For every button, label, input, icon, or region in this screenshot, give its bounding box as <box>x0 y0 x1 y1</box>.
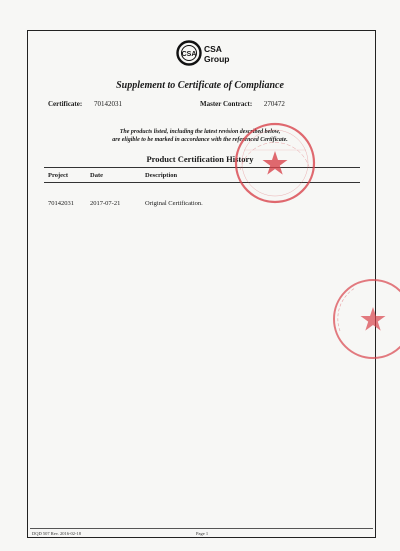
company-seal-stamp <box>232 120 318 206</box>
footer-form-number: DQD 507 Rev. 2016-02-18 <box>32 531 81 536</box>
cell-description: Original Certification. <box>145 200 203 207</box>
company-seal-stamp-partial <box>330 276 400 362</box>
footer-rule <box>30 528 373 529</box>
certificate-value: 70142031 <box>93 100 122 108</box>
notice-line-1: The products listed, including the latest revision described below, <box>119 129 281 135</box>
logo-mark-text: CSA <box>181 51 197 58</box>
cell-project: 70142031 <box>48 200 74 207</box>
footer-page-number: Page 1 <box>196 531 209 536</box>
notice-line-2: are eligible to be marked in accordance with the referenced Certificate. <box>112 137 288 143</box>
logo-wordmark <box>204 44 230 64</box>
csa-logo-icon <box>176 40 202 66</box>
cell-date: 2017-07-21 <box>90 200 121 207</box>
logo-line-2: Group <box>204 54 230 64</box>
logo-line-1: CSA <box>204 44 222 54</box>
csa-group-logo <box>176 40 236 72</box>
history-title: Product Certification History <box>146 154 254 164</box>
master-contract-label: Master Contract: <box>200 100 253 108</box>
certificate-number-row <box>48 100 122 108</box>
column-header-date: Date <box>90 172 103 179</box>
column-header-description: Description <box>145 172 178 179</box>
document-title: Supplement to Certificate of Compliance <box>116 80 284 91</box>
master-contract-row <box>200 100 285 108</box>
certificate-label: Certificate: <box>48 100 83 108</box>
column-header-project: Project <box>48 172 69 179</box>
master-contract-value: 270472 <box>263 100 285 108</box>
